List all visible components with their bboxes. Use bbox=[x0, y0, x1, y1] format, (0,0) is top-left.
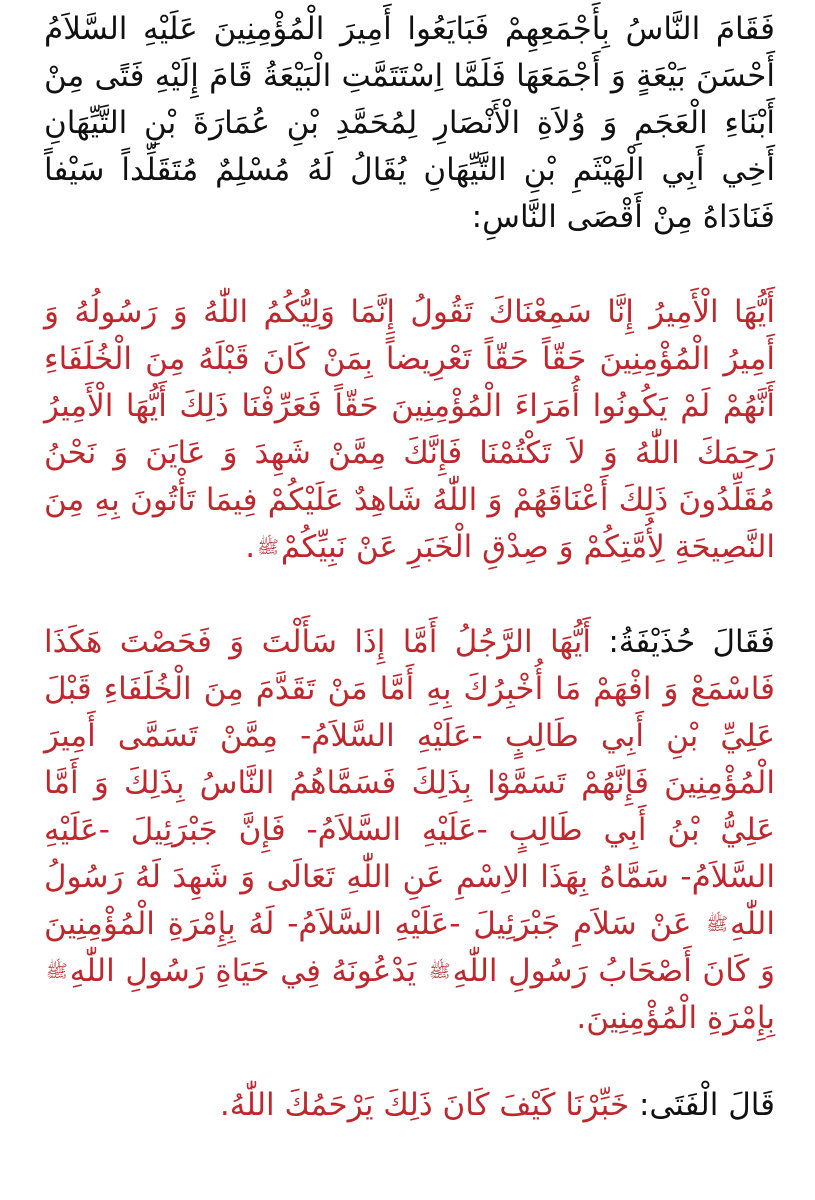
paragraph-youth-request bbox=[44, 1082, 775, 1129]
paragraph-narration bbox=[44, 6, 775, 241]
honorific-seal-icon: ﷺ bbox=[46, 961, 68, 982]
paragraph-question bbox=[44, 289, 775, 571]
answer-text-part-c: يَدْعُونَهُ فِي حَيَاةِ رَسُولِ اللّٰهِ bbox=[69, 953, 427, 989]
question-text: أَيُّهَا الْأَمِيرُ إِنَّا سَمِعْنَاكَ تَقُولُ إِنَّمَا وَلِيُّكُمُ اللّٰهُ وَ رَسُولُهُ وَ أَمِيرُ الْمُؤْمِنِينَ حَقّاً حَقّاً تَعْرِيضاً بِمَنْ كَانَ قَبْلَهُ مِنَ الْخُلَفَاءِ أَنَّهُمْ لَمْ يَكُونُوا أُمَرَاءَ الْمُؤْمِنِينَ حَقّاً فَعَرِّفْنَا ذَلِكَ أَيُّهَا الْأَمِيرُ رَحِمَكَ اللّٰهُ وَ لاَ تَكْتُمْنَا فَإِنَّكَ مِمَّنْ شَهِدَ وَ عَايَنَ وَ نَحْنُ مُقَلِّدُونَ ذَلِكَ أَعْنَاقَهُمْ وَ اللّٰهُ شَاهِدٌ عَلَيْكُمْ فِيمَا تَأْتُونَ بِهِ مِنَ النَّصِيحَةِ لِأُمَّتِكُمْ وَ صِدْقِ الْخَبَرِ عَنْ نَبِيِّكُمْ bbox=[44, 294, 775, 565]
honorific-seal-icon: ﷺ bbox=[428, 961, 451, 982]
answer-text-part-a: أَيُّهَا الرَّجُلُ أَمَّا إِذَا سَأَلْتَ وَ فَحَصْتَ هَكَذَا فَاسْمَعْ وَ افْهَمْ مَا أُخْبِرُكَ بِهِ أَمَّا مَنْ تَقَدَّمَ مِنَ الْخُلَفَاءِ قَبْلَ عَلِيِّ بْنِ أَبِي طَالِبٍ -عَلَيْهِ السَّلاَمُ- مِمَّنْ تَسَمَّى أَمِيرَ الْمُؤْمِنِينَ فَإِنَّهُمْ تَسَمَّوْا بِذَلِكَ فَسَمَّاهُمُ النَّاسُ بِذَلِكَ وَ أَمَّا عَلِيُّ بْنُ أَبِي طَالِبٍ -عَلَيْهِ السَّلاَمُ- فَإِنَّ جَبْرَئِيلَ -عَلَيْهِ السَّلاَمُ- سَمَّاهُ بِهَذَا الاِسْمِ عَنِ اللّٰهِ تَعَالَى وَ شَهِدَ لَهُ رَسُولُ اللّٰهِ bbox=[44, 624, 775, 942]
honorific-seal-icon: ﷺ bbox=[257, 537, 279, 558]
answer-text-part-d: بِإِمْرَةِ الْمُؤْمِنِينَ. bbox=[576, 1000, 775, 1036]
paragraph-hudhayfa-answer bbox=[44, 619, 775, 1042]
question-end: . bbox=[245, 529, 256, 565]
honorific-seal-icon: ﷺ bbox=[706, 914, 729, 935]
answer-text-part-b: عَنْ سَلاَمِ جَبْرَئِيلَ -عَلَيْهِ السَّلاَمُ- لَهُ بِإِمْرَةِ الْمُؤْمِنِينَ وَ كَانَ أَصْحَابُ رَسُولِ اللّٰهِ bbox=[44, 906, 775, 989]
speaker-label-youth: قَالَ الْفَتَى: bbox=[638, 1087, 775, 1123]
speaker-label-hudhayfa: فَقَالَ حُذَيْفَةُ: bbox=[608, 624, 775, 660]
request-text: خَبِّرْنَا كَيْفَ كَانَ ذَلِكَ يَرْحَمُكَ اللّٰهُ. bbox=[219, 1087, 639, 1123]
narration-text: فَقَامَ النَّاسُ بِأَجْمَعِهِمْ فَبَايَعُوا أَمِيرَ الْمُؤْمِنِينَ عَلَيْهِ السَّلاَمُ أَحْسَنَ بَيْعَةٍ وَ أَجْمَعَهَا فَلَمَّا اِسْتَتَمَّتِ الْبَيْعَةُ قَامَ إِلَيْهِ فَتًى مِنْ أَبْنَاءِ الْعَجَمِ وَ وُلاَةِ الْأَنْصَارِ لِمُحَمَّدِ بْنِ عُمَارَةَ بْنِ التَّيِّهَانِ أَخِي أَبِي الْهَيْثَمِ بْنِ التَّيِّهَانِ يُقَالُ لَهُ مُسْلِمٌ مُتَقَلِّداً سَيْفاً فَنَادَاهُ مِنْ أَقْصَى النَّاسِ: bbox=[44, 11, 775, 235]
